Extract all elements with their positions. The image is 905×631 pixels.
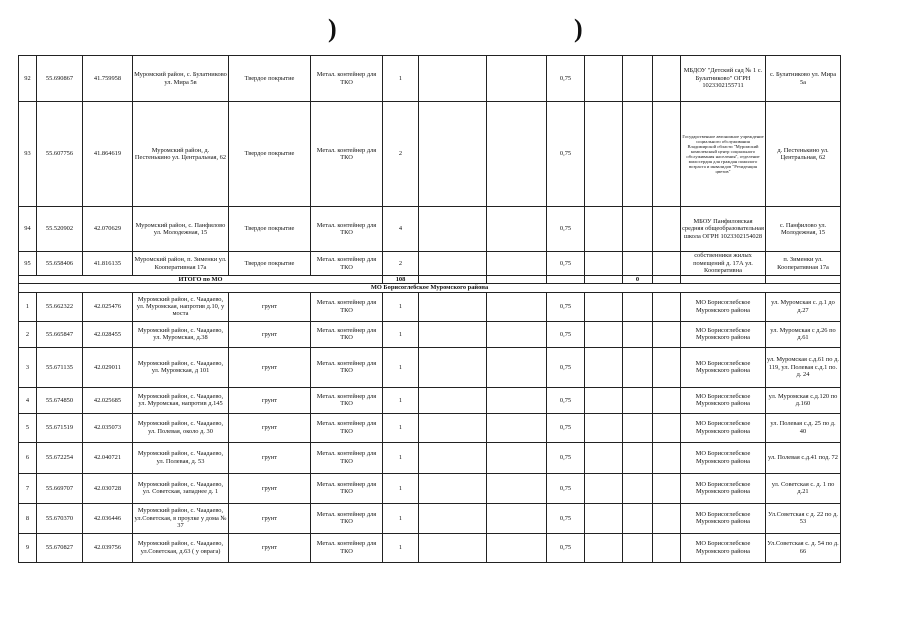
cell-container-volume: 0,75 <box>547 102 585 207</box>
cell-owner: Государственное автономное учреждение социального обслуживания Владимирской области "Муромский комплексный центр социального обслуживания населения", отделение милосердия для граждан пожилого возраста и инвалидов "Резиденция цветов" <box>681 102 766 207</box>
cell-blank <box>585 442 623 473</box>
cell-latitude: 55.671519 <box>37 413 83 442</box>
cell-container-volume: 0,75 <box>547 533 585 562</box>
table-row <box>19 473 841 503</box>
cell-latitude: 55.520902 <box>37 207 83 252</box>
cell-blank <box>623 292 653 321</box>
table-row <box>19 56 841 102</box>
cell-blank <box>487 442 547 473</box>
cell-blank <box>653 207 681 252</box>
cell-blank <box>419 387 487 413</box>
cell-address: Муромский район, д. Пестенькино ул. Центральная, 62 <box>133 102 229 207</box>
cell-source-area: д. Пестенькино ул. Центральная, 62 <box>766 102 841 207</box>
cell-blank <box>585 503 623 533</box>
cell-blank <box>585 533 623 562</box>
scan-mark-left: ) <box>328 14 337 43</box>
cell-blank <box>419 503 487 533</box>
table-row <box>19 292 841 321</box>
cell-blank <box>585 292 623 321</box>
cell-blank <box>585 347 623 387</box>
cell-container-count: 1 <box>383 347 419 387</box>
cell-blank <box>653 252 681 276</box>
cell-address: Муромский район, с. Чаадаево, ул. Муромская, д 101 <box>133 347 229 387</box>
cell-source-area: ул. Муромская с.д.61 по д. 119, ул. Полевая с.д.1 по. д. 24 <box>766 347 841 387</box>
cell-source-area: ул. Советская с. д. 1 по д.21 <box>766 473 841 503</box>
cell-row-number: 4 <box>19 387 37 413</box>
cell-container-count: 1 <box>383 533 419 562</box>
cell-container-volume: 0,75 <box>547 56 585 102</box>
cell-latitude: 55.665847 <box>37 321 83 347</box>
cell-longitude: 42.025685 <box>83 387 133 413</box>
cell-container-type: Метал. контейнер для ТКО <box>311 473 383 503</box>
cell-blank <box>623 503 653 533</box>
cell-blank <box>419 533 487 562</box>
cell-container-type: Метал. контейнер для ТКО <box>311 533 383 562</box>
table-row <box>19 533 841 562</box>
cell-blank <box>653 292 681 321</box>
cell-container-type: Метал. контейнер для ТКО <box>311 252 383 276</box>
cell-blank <box>487 413 547 442</box>
cell-latitude: 55.670370 <box>37 503 83 533</box>
cell-container-type: Метал. контейнер для ТКО <box>311 321 383 347</box>
cell-latitude: 55.658406 <box>37 252 83 276</box>
cell-source-area: с. Булатниково ул. Мира 5а <box>766 56 841 102</box>
cell-surface-type: грунт <box>229 503 311 533</box>
cell-surface-type: грунт <box>229 442 311 473</box>
cell-address: Муромский район, с. Чаадаево, ул. Полевая, д. 53 <box>133 442 229 473</box>
cell-blank <box>487 56 547 102</box>
cell-row-number: 6 <box>19 442 37 473</box>
cell-latitude: 55.671135 <box>37 347 83 387</box>
cell-source-area: ул. Муромская с. д.1 до д.27 <box>766 292 841 321</box>
cell-owner: МБОУ Панфиловская средняя общеобразовательная школа ОГРН 1023302154028 <box>681 207 766 252</box>
cell-blank <box>623 207 653 252</box>
cell-latitude: 55.674850 <box>37 387 83 413</box>
cell-container-type: Метал. контейнер для ТКО <box>311 387 383 413</box>
cell-blank <box>653 503 681 533</box>
cell-latitude: 55.670827 <box>37 533 83 562</box>
cell-blank <box>623 321 653 347</box>
cell-blank <box>419 102 487 207</box>
cell-blank <box>653 413 681 442</box>
cell-longitude: 41.864619 <box>83 102 133 207</box>
table-row <box>19 347 841 387</box>
cell-container-volume: 0,75 <box>547 387 585 413</box>
cell-blank <box>419 252 487 276</box>
cell-container-count: 4 <box>383 207 419 252</box>
section1-total <box>19 276 841 293</box>
cell-source-area: п. Зименки ул. Кооперативная 17а <box>766 252 841 276</box>
cell-source-area: ул. Полевая с.д. 25 по д. 40 <box>766 413 841 442</box>
table-row <box>19 503 841 533</box>
cell-blank <box>419 442 487 473</box>
cell-surface-type: грунт <box>229 413 311 442</box>
section2-body <box>19 292 841 562</box>
section2-title: МО Борисоглебское Муромского района <box>19 284 841 292</box>
cell-source-area: с. Панфилово ул. Молодежная, 15 <box>766 207 841 252</box>
cell-container-volume: 0,75 <box>547 252 585 276</box>
cell-container-count: 1 <box>383 503 419 533</box>
cell-blank <box>487 102 547 207</box>
cell-latitude: 55.672254 <box>37 442 83 473</box>
cell-address: Муромский район, с. Панфилово ул. Молодежная, 15 <box>133 207 229 252</box>
cell-blank <box>623 56 653 102</box>
cell-blank <box>653 347 681 387</box>
cell-container-volume: 0,75 <box>547 321 585 347</box>
cell-blank <box>623 252 653 276</box>
cell-container-count: 2 <box>383 252 419 276</box>
cell-longitude: 42.025476 <box>83 292 133 321</box>
cell-source-area: Ул.Советская с д. 22 по д. 53 <box>766 503 841 533</box>
cell-container-count: 1 <box>383 387 419 413</box>
cell-source-area: ул. Муромская с д.26 по д.61 <box>766 321 841 347</box>
cell-container-type: Метал. контейнер для ТКО <box>311 292 383 321</box>
cell-address: Муромский район, п. Зименки ул. Кооперативная 17а <box>133 252 229 276</box>
cell-source-area: Ул.Советская с. д. 54 по д. 66 <box>766 533 841 562</box>
cell-row-number: 8 <box>19 503 37 533</box>
cell-longitude: 41.759958 <box>83 56 133 102</box>
cell-container-volume: 0,75 <box>547 413 585 442</box>
cell-owner: собственники жилых помещений д. 17А ул. Кооперативна <box>681 252 766 276</box>
table-row <box>19 442 841 473</box>
cell-surface-type: Твердое покрытие <box>229 56 311 102</box>
cell-row-number: 93 <box>19 102 37 207</box>
cell-blank <box>419 321 487 347</box>
cell-container-volume: 0,75 <box>547 347 585 387</box>
cell-blank <box>653 102 681 207</box>
total-label: ИТОГО по МО <box>19 276 383 284</box>
cell-blank <box>585 321 623 347</box>
cell-longitude: 42.029011 <box>83 347 133 387</box>
cell-longitude: 42.036446 <box>83 503 133 533</box>
cell-container-count: 1 <box>383 473 419 503</box>
cell-address: Муромский район, с. Чаадаево, ул.Советская, в проулке у дома № 37 <box>133 503 229 533</box>
cell-blank <box>487 292 547 321</box>
cell-container-type: Метал. контейнер для ТКО <box>311 442 383 473</box>
cell-owner: МО Борисоглебское Муромского района <box>681 442 766 473</box>
cell-source-area: ул. Муромская с.д.120 по д.160 <box>766 387 841 413</box>
cell-row-number: 3 <box>19 347 37 387</box>
cell-owner: МО Борисоглебское Муромского района <box>681 473 766 503</box>
cell-address: Муромский район, с. Чаадаево, ул.Советская, д.63 ( у оврага) <box>133 533 229 562</box>
cell-blank <box>419 413 487 442</box>
cell-row-number: 9 <box>19 533 37 562</box>
cell-blank <box>487 503 547 533</box>
cell-address: Муромский район, с. Чаадаево, ул. Муромская, д.38 <box>133 321 229 347</box>
cell-blank <box>419 292 487 321</box>
cell-blank <box>585 56 623 102</box>
cell-blank <box>487 473 547 503</box>
cell-blank <box>623 413 653 442</box>
cell-container-count: 1 <box>383 442 419 473</box>
cell-container-volume: 0,75 <box>547 207 585 252</box>
cell-longitude: 42.039756 <box>83 533 133 562</box>
cell-surface-type: грунт <box>229 387 311 413</box>
cell-owner: МО Борисоглебское Муромского района <box>681 413 766 442</box>
cell-blank <box>487 252 547 276</box>
cell-blank <box>585 473 623 503</box>
total-zero: 0 <box>623 276 653 284</box>
cell-container-count: 1 <box>383 292 419 321</box>
cell-blank <box>623 473 653 503</box>
cell-surface-type: Твердое покрытие <box>229 207 311 252</box>
cell-blank <box>623 533 653 562</box>
cell-blank <box>585 252 623 276</box>
cell-surface-type: Твердое покрытие <box>229 252 311 276</box>
total-qty: 108 <box>383 276 419 284</box>
cell-latitude: 55.662322 <box>37 292 83 321</box>
cell-blank <box>487 533 547 562</box>
cell-address: Муромский район, с. Чаадаево, ул. Советская, западнее д. 1 <box>133 473 229 503</box>
cell-blank <box>653 56 681 102</box>
cell-blank <box>487 387 547 413</box>
cell-surface-type: Твердое покрытие <box>229 102 311 207</box>
table-row <box>19 321 841 347</box>
cell-owner: МО Борисоглебское Муромского района <box>681 347 766 387</box>
cell-source-area: ул. Полевая с.д.41 под. 72 <box>766 442 841 473</box>
cell-blank <box>623 387 653 413</box>
cell-blank <box>487 347 547 387</box>
cell-row-number: 2 <box>19 321 37 347</box>
cell-blank <box>653 473 681 503</box>
cell-longitude: 42.028455 <box>83 321 133 347</box>
section1-body <box>19 56 841 276</box>
cell-latitude: 55.607756 <box>37 102 83 207</box>
cell-row-number: 7 <box>19 473 37 503</box>
cell-owner: МБДОУ "Детский сад № 1 с. Булатниково" ОГРН 1023302155711 <box>681 56 766 102</box>
cell-container-count: 1 <box>383 56 419 102</box>
cell-longitude: 42.035073 <box>83 413 133 442</box>
cell-container-volume: 0,75 <box>547 503 585 533</box>
cell-surface-type: грунт <box>229 533 311 562</box>
cell-owner: МО Борисоглебское Муромского района <box>681 533 766 562</box>
cell-container-type: Метал. контейнер для ТКО <box>311 56 383 102</box>
cell-longitude: 41.816135 <box>83 252 133 276</box>
cell-surface-type: грунт <box>229 347 311 387</box>
cell-blank <box>585 207 623 252</box>
cell-owner: МО Борисоглебское Муромского района <box>681 503 766 533</box>
cell-owner: МО Борисоглебское Муромского района <box>681 292 766 321</box>
cell-blank <box>653 321 681 347</box>
cell-row-number: 92 <box>19 56 37 102</box>
cell-blank <box>585 387 623 413</box>
cell-owner: МО Борисоглебское Муромского района <box>681 321 766 347</box>
cell-container-volume: 0,75 <box>547 292 585 321</box>
cell-surface-type: грунт <box>229 473 311 503</box>
cell-blank <box>419 207 487 252</box>
table-row <box>19 413 841 442</box>
cell-row-number: 5 <box>19 413 37 442</box>
cell-surface-type: грунт <box>229 321 311 347</box>
cell-address: Муромский район, с. Чаадаево, ул. Полевая, около д. 30 <box>133 413 229 442</box>
table-row <box>19 207 841 252</box>
cell-blank <box>585 102 623 207</box>
table-row <box>19 102 841 207</box>
cell-longitude: 42.030728 <box>83 473 133 503</box>
cell-blank <box>585 413 623 442</box>
cell-container-volume: 0,75 <box>547 442 585 473</box>
cell-address: Муромский район, с. Чаадаево, ул. Муромская, напротив д.145 <box>133 387 229 413</box>
cell-row-number: 95 <box>19 252 37 276</box>
cell-container-type: Метал. контейнер для ТКО <box>311 207 383 252</box>
cell-blank <box>653 442 681 473</box>
cell-container-type: Метал. контейнер для ТКО <box>311 413 383 442</box>
cell-longitude: 42.070629 <box>83 207 133 252</box>
cell-latitude: 55.669707 <box>37 473 83 503</box>
cell-row-number: 1 <box>19 292 37 321</box>
cell-address: Муромский район, с. Булатниково ул. Мира 5в <box>133 56 229 102</box>
cell-container-type: Метал. контейнер для ТКО <box>311 503 383 533</box>
cell-latitude: 55.690867 <box>37 56 83 102</box>
cell-blank <box>419 347 487 387</box>
container-sites-table <box>18 55 841 563</box>
cell-blank <box>623 347 653 387</box>
cell-blank <box>487 207 547 252</box>
scan-mark-right: ) <box>574 14 583 43</box>
cell-container-type: Метал. контейнер для ТКО <box>311 347 383 387</box>
cell-container-count: 1 <box>383 413 419 442</box>
cell-container-count: 2 <box>383 102 419 207</box>
cell-blank <box>623 442 653 473</box>
cell-container-volume: 0,75 <box>547 473 585 503</box>
cell-container-count: 1 <box>383 321 419 347</box>
cell-surface-type: грунт <box>229 292 311 321</box>
cell-blank <box>653 387 681 413</box>
cell-blank <box>623 102 653 207</box>
cell-container-type: Метал. контейнер для ТКО <box>311 102 383 207</box>
cell-owner: МО Борисоглебское Муромского района <box>681 387 766 413</box>
cell-blank <box>487 321 547 347</box>
cell-longitude: 42.040721 <box>83 442 133 473</box>
cell-blank <box>653 533 681 562</box>
cell-row-number: 94 <box>19 207 37 252</box>
table-row <box>19 387 841 413</box>
cell-address: Муромский район, с. Чаадаево, ул. Муромская, напротив д.10, у моста <box>133 292 229 321</box>
cell-blank <box>419 473 487 503</box>
table-row <box>19 252 841 276</box>
cell-blank <box>419 56 487 102</box>
